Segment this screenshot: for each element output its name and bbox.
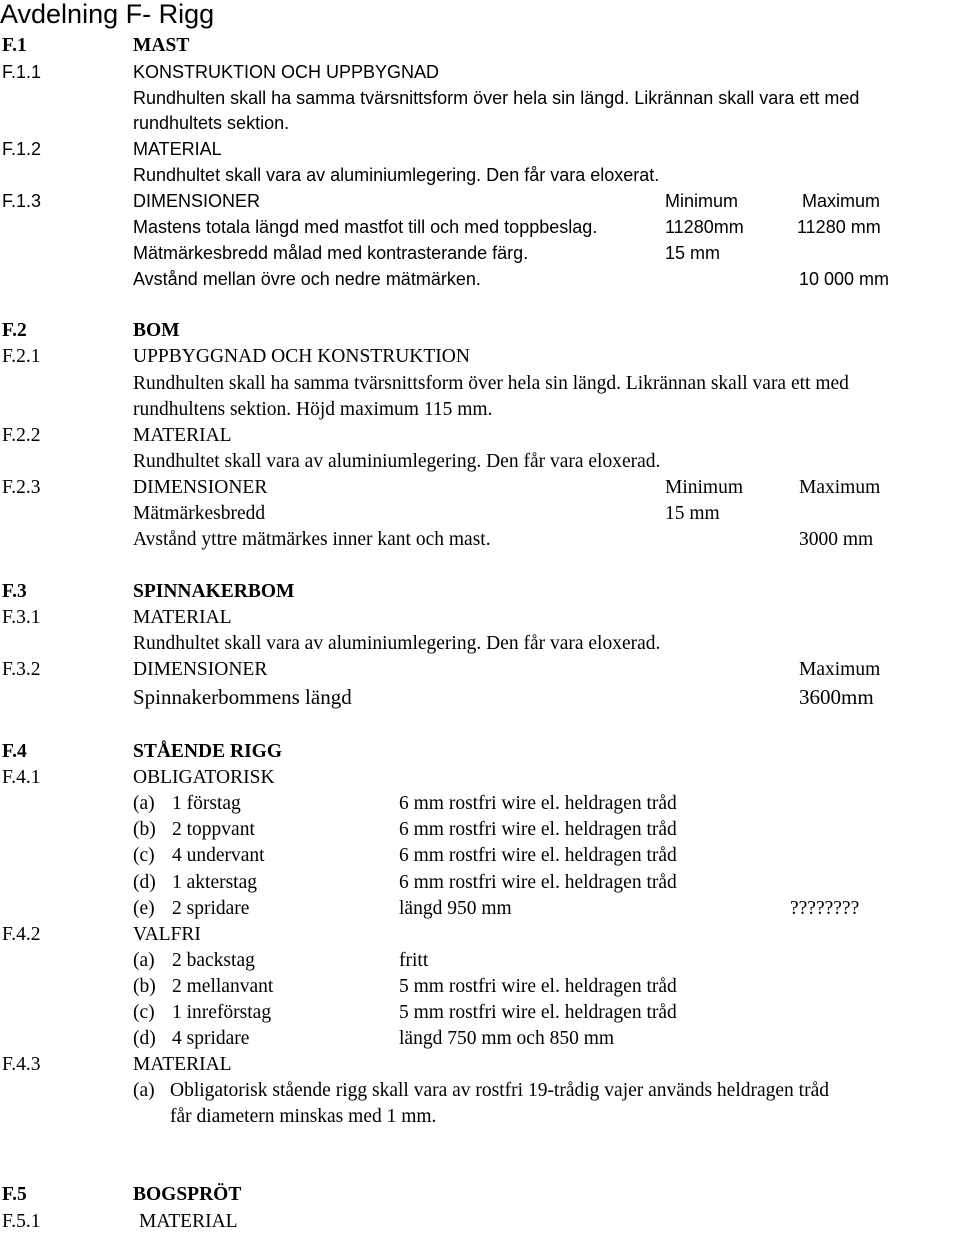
list-item-name: 1 förstag [172,793,241,814]
section-heading: SPINNAKERBOM [133,581,295,602]
page-title: Avdelning F- Rigg [0,0,215,29]
section-number: F.5 [2,1184,27,1205]
dimension-min: 15 mm [665,243,721,263]
list-item-letter: (c) [133,845,155,866]
subsection-number: F.2.1 [2,346,41,367]
dimension-max: 3000 mm [799,529,874,550]
section-heading: BOM [133,320,180,341]
list-item-spec: 6 mm rostfri wire el. heldragen tråd [399,872,677,893]
column-header-maximum: Maximum [799,659,881,680]
list-item-spec: längd 950 mm [399,898,512,919]
subsection-number: F.1.2 [2,139,42,159]
list-item-letter: (a) [133,1080,155,1101]
subsection-heading: DIMENSIONER [133,659,268,680]
subsection-heading: DIMENSIONER [133,477,268,498]
dimension-min: 15 mm [665,503,720,524]
list-item-letter: (a) [133,950,155,971]
subsection-heading: VALFRI [133,924,201,945]
list-item-name: 2 toppvant [172,819,255,840]
section-number: F.2 [2,320,27,341]
section-heading: STÅENDE RIGG [133,741,282,762]
subsection-heading: KONSTRUKTION OCH UPPBYGNAD [133,62,440,82]
dimension-max: 11280 mm [797,217,881,237]
list-item-name: 4 spridare [172,1028,250,1049]
list-item-spec: 6 mm rostfri wire el. heldragen tråd [399,819,677,840]
dimension-max: 10 000 mm [799,269,890,289]
list-item-name: 1 akterstag [172,872,258,893]
column-header-maximum: Maximum [802,191,881,211]
section-heading: MAST [133,35,190,56]
subsection-heading: MATERIAL [133,607,232,628]
paragraph-line: Rundhultet skall vara av aluminiumlegering. Den får vara eloxerad. [133,633,661,654]
list-item-spec: fritt [399,950,429,971]
list-item-name: 4 undervant [172,845,265,866]
subsection-number: F.4.3 [2,1054,41,1075]
paragraph-line: rundhultens sektion. Höjd maximum 115 mm. [133,399,493,420]
paragraph-line: rundhultets sektion. [133,113,290,133]
list-item-letter: (a) [133,793,155,814]
paragraph-line: får diametern minskas med 1 mm. [170,1106,437,1127]
list-item-spec: 5 mm rostfri wire el. heldragen tråd [399,1002,677,1023]
column-header-maximum: Maximum [799,477,881,498]
dimension-label: Mastens totala längd med mastfot till och med toppbeslag. [133,217,598,237]
subsection-number: F.2.3 [2,477,41,498]
subsection-number: F.3.1 [2,607,41,628]
dimension-label: Avstånd yttre mätmärkes inner kant och mast. [133,529,491,550]
list-item-letter: (b) [133,976,156,997]
subsection-heading: MATERIAL [139,1211,238,1232]
paragraph-line: Rundhulten skall ha samma tvärsnittsform över hela sin längd. Likrännan skall vara ett med [133,88,860,108]
subsection-heading: DIMENSIONER [133,191,261,211]
subsection-heading: OBLIGATORISK [133,767,275,788]
list-item-note: ???????? [790,898,860,919]
list-item-letter: (d) [133,872,156,893]
subsection-number: F.1.3 [2,191,42,211]
list-item-name: 1 inreförstag [172,1002,272,1023]
paragraph-line: Rundhultet skall vara av aluminiumlegering. Den får vara eloxerad. [133,451,661,472]
section-number: F.3 [2,581,27,602]
list-item-letter: (b) [133,819,156,840]
column-header-minimum: Minimum [665,477,744,498]
list-item-letter: (d) [133,1028,156,1049]
subsection-heading: MATERIAL [133,425,232,446]
subsection-number: F.5.1 [2,1211,41,1232]
subsection-heading: MATERIAL [133,1054,232,1075]
list-item-spec: 6 mm rostfri wire el. heldragen tråd [399,845,677,866]
list-item-name: 2 spridare [172,898,250,919]
list-item-name: 2 backstag [172,950,255,971]
dimension-min: 11280mm [665,217,744,237]
subsection-number: F.3.2 [2,659,41,680]
list-item-name: 2 mellanvant [172,976,274,997]
paragraph-line: Rundhultet skall vara av aluminiumlegering. Den får vara eloxerat. [133,165,660,185]
subsection-number: F.4.1 [2,767,41,788]
dimension-max: 3600mm [799,685,874,709]
column-header-minimum: Minimum [665,191,739,211]
list-item-letter: (e) [133,898,155,919]
list-item-spec: 5 mm rostfri wire el. heldragen tråd [399,976,677,997]
dimension-label: Spinnakerbommens längd [133,685,352,709]
dimension-label: Mätmärkesbredd målad med kontrasterande färg. [133,243,529,263]
section-number: F.4 [2,741,27,762]
paragraph-line: Rundhulten skall ha samma tvärsnittsform över hela sin längd. Likrännan skall vara ett med [133,373,849,394]
subsection-heading: UPPBYGGNAD OCH KONSTRUKTION [133,346,470,367]
list-item-spec: 6 mm rostfri wire el. heldragen tråd [399,793,677,814]
dimension-label: Mätmärkesbredd [133,503,266,524]
subsection-number: F.4.2 [2,924,41,945]
list-item-spec: längd 750 mm och 850 mm [399,1028,615,1049]
list-item-letter: (c) [133,1002,155,1023]
section-heading: BOGSPRÖT [133,1184,242,1205]
paragraph-line: Obligatorisk stående rigg skall vara av rostfri 19-trådig vajer används heldragen tråd [170,1080,829,1101]
subsection-number: F.1.1 [2,62,42,82]
dimension-label: Avstånd mellan övre och nedre mätmärken. [133,269,481,289]
subsection-number: F.2.2 [2,425,41,446]
section-number: F.1 [2,35,27,56]
subsection-heading: MATERIAL [133,139,222,159]
